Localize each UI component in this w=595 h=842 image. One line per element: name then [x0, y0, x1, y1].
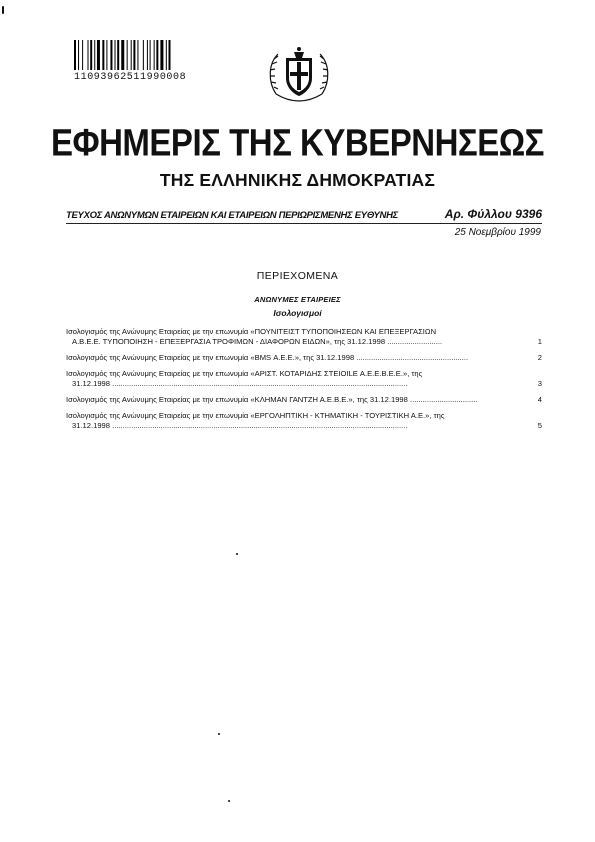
entry-text: Ισολογισμός της Ανώνυμης Εταιρείας με την επωνυμία «ΕΡΓΟΛΗΠΤΙΚΗ - ΚΤΗΜΑΤΙΚΗ - ΤΟΥΡΙΣΤΙΚΗ Α.Ε.», της — [66, 411, 445, 420]
entry-text-continued: 31.12.1998 ............................................................................................................................................ — [72, 379, 408, 388]
barcode — [74, 40, 208, 70]
barcode-bar — [169, 40, 171, 70]
contents-entry — [66, 369, 542, 389]
entry-text: Ισολογισμός της Ανώνυμης Εταιρείας με την επωνυμία «BMS Α.Ε.Ε.», της 31.12.1998 ..................................................... — [66, 353, 469, 362]
barcode-bar — [160, 40, 163, 70]
entry-page-number: 1 — [537, 337, 542, 346]
entry-page-number: 3 — [537, 379, 542, 388]
coat-of-arms-emblem — [266, 42, 332, 110]
contents-entry — [66, 411, 542, 431]
barcode-bar — [94, 40, 95, 70]
barcode-bar — [133, 40, 135, 70]
barcode-bar — [147, 40, 148, 70]
barcode-bar — [78, 40, 79, 70]
barcode-bar — [110, 40, 112, 70]
entry-text-continued: Α.Β.Ε.Ε. ΤΥΠΟΠΟΙΗΣΗ - ΕΠΕΞΕΡΓΑΣΙΑ ΤΡΟΦΙΜΩΝ - ΔΙΑΦΟΡΩΝ ΕΙΔΩΝ», της 31.12.1998 .......................... — [72, 337, 443, 346]
barcode-bar — [166, 40, 167, 70]
entry-page-number: 4 — [537, 395, 542, 404]
barcode-bar — [150, 40, 151, 70]
barcode-bar — [131, 40, 132, 70]
entry-text: Ισολογισμός της Ανώνυμης Εταιρείας με την επωνυμία «ΑΡΙΣΤ. ΚΟΤΑΡΙΔΗΣ ΣΤΕΙΟΙLE Α.Ε.Ε.Β.Ε.Ε.», της — [66, 369, 423, 378]
contents-entry — [66, 395, 542, 405]
barcode-bar — [97, 40, 100, 70]
entry-page-number: 5 — [537, 421, 542, 430]
scan-speck — [218, 733, 220, 735]
contents-entry — [66, 327, 542, 347]
scan-speck — [2, 6, 4, 14]
entry-text: Ισολογισμός της Ανώνυμης Εταιρείας με την επωνυμία «ΠΟΥΝΙΤΕΙΣΤ ΤΥΠΟΠΟΙΗΣΕΩΝ ΚΑΙ ΕΠΕΞΕΡΓΑΣΙΩΝ — [66, 327, 437, 336]
barcode-bar — [143, 40, 144, 70]
barcode-bar — [74, 40, 76, 70]
barcode-bar — [117, 40, 119, 70]
issue-type: ΤΕΥΧΟΣ ΑΝΩΝΥΜΩΝ ΕΤΑΙΡΕΙΩΝ ΚΑΙ ΕΤΑΙΡΕΙΩΝ ΠΕΡΙΩΡΙΣΜΕΝΗΣ ΕΥΘΥΝΗΣ — [66, 210, 398, 221]
entry-text: Ισολογισμός της Ανώνυμης Εταιρείας με την επωνυμία «ΚΛΗΜΑΝ ΓΑΝΤΖΗ Α.Ε.Β.Ε.», της 31.12.1998 ................................ — [66, 395, 478, 404]
issue-number: Αρ. Φύλλου 9396 — [444, 207, 542, 221]
barcode-bar — [127, 40, 128, 70]
barcode-bar — [90, 40, 92, 70]
section-title: ΑΝΩΝΥΜΕΣ ΕΤΑΙΡΕΙΕΣ — [254, 295, 341, 304]
issue-date: 25 Νοεμβρίου 1999 — [454, 227, 541, 238]
barcode-bar — [102, 40, 104, 70]
scan-speck — [228, 800, 230, 802]
barcode-bar — [106, 40, 107, 70]
contents-list — [66, 327, 542, 437]
barcode-bar — [137, 40, 138, 70]
subsection-title: Ισολογισμοί — [273, 308, 322, 318]
barcode-bar — [88, 40, 89, 70]
entry-page-number: 2 — [537, 353, 542, 362]
barcode-bar — [121, 40, 124, 70]
barcode-bar — [82, 40, 83, 70]
barcode-bar — [154, 40, 155, 70]
gazette-title: ΕΦΗΜΕΡΙΣ ΤΗΣ ΚΥΒΕΡΝΗΣΕΩΣ — [51, 121, 544, 164]
barcode-number: 11093962511990008 — [74, 72, 187, 83]
barcode-bar — [115, 40, 116, 70]
issue-line — [66, 209, 542, 224]
entry-text-continued: 31.12.1998 ............................................................................................................................................ — [72, 421, 408, 430]
barcode-bar — [156, 40, 158, 70]
scan-speck — [236, 553, 238, 555]
contents-entry — [66, 353, 542, 363]
gazette-subtitle: ΤΗΣ ΕΛΛΗΝΙΚΗΣ ΔΗΜΟΚΡΑΤΙΑΣ — [159, 170, 436, 190]
contents-title: ΠΕΡΙΕΧΟΜΕΝΑ — [256, 270, 339, 282]
